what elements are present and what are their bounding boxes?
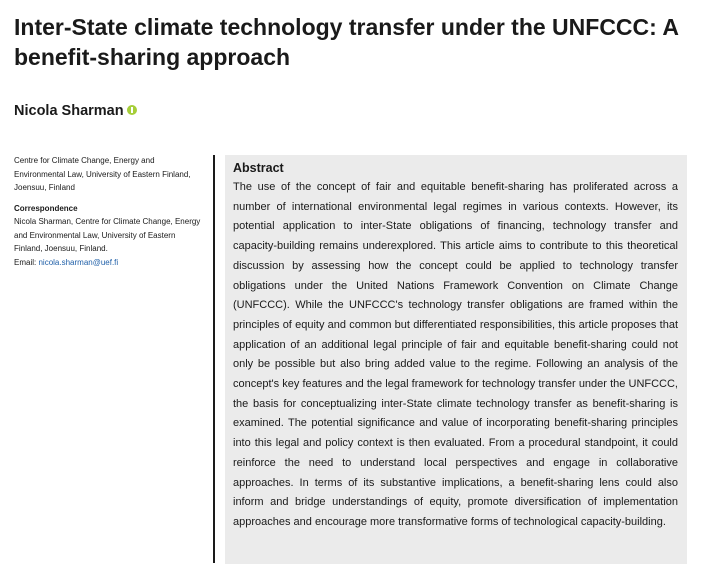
abstract-heading: Abstract (233, 161, 284, 175)
abstract-box (225, 155, 687, 564)
email-label: Email: (14, 257, 37, 267)
correspondence-heading: Correspondence (14, 203, 78, 213)
affiliation: Centre for Climate Change, Energy and Environmental Law, University of Eastern Finland, Joensuu, Finland (14, 156, 191, 192)
article-title: Inter-State climate technology transfer under the UNFCCC: A benefit-sharing approach (14, 14, 679, 70)
email-line (14, 256, 204, 270)
author-name[interactable]: Nicola Sharman (14, 103, 124, 119)
orcid-icon[interactable] (127, 105, 137, 115)
author-line (14, 103, 137, 119)
email-link[interactable]: nicola.sharman@uef.fi (38, 257, 119, 267)
author-info-sidebar (14, 154, 204, 269)
abstract-text: The use of the concept of fair and equitable benefit-sharing has proliferated across a number of international environmental legal regimes in various contexts. However, its potential application to inter-State obligations of financing, technology transfer and capacity-building remains underexplored. This article aims to contribute to this theoretical discussion by assessing how the concept could be applied to technology transfer obligations under the United Nations Framework Convention on Climate Change (UNFCCC). While the UNFCCC's technology transfer obligations are framed within the principles of equity and common but differentiated responsibilities, this article proposes that application of an additional legal principle of fair and equitable benefit-sharing could not only be possible but also bring added value to the regime. Following an analysis of the concept's key features and the legal framework for technology transfer under the UNFCCC, the basis for conceptualizing inter-State climate technology transfer as benefit-sharing is examined. The potential significance and value of incorporating benefit-sharing principles into this legal and policy context is then evaluated. From a procedural standpoint, it could reinforce the need to understand local perspectives and engage in collaborative approaches. In terms of its substantive implications, a benefit-sharing lens could also inform and bridge understandings of equity, promote diversification of implementation approaches and encourage more transformative forms of technological capacity-building. (233, 181, 678, 528)
correspondence-text: Nicola Sharman, Centre for Climate Change, Energy and Environmental Law, University of Eastern Finland, Joensuu, Finland. (14, 217, 201, 253)
vertical-divider (213, 155, 215, 563)
